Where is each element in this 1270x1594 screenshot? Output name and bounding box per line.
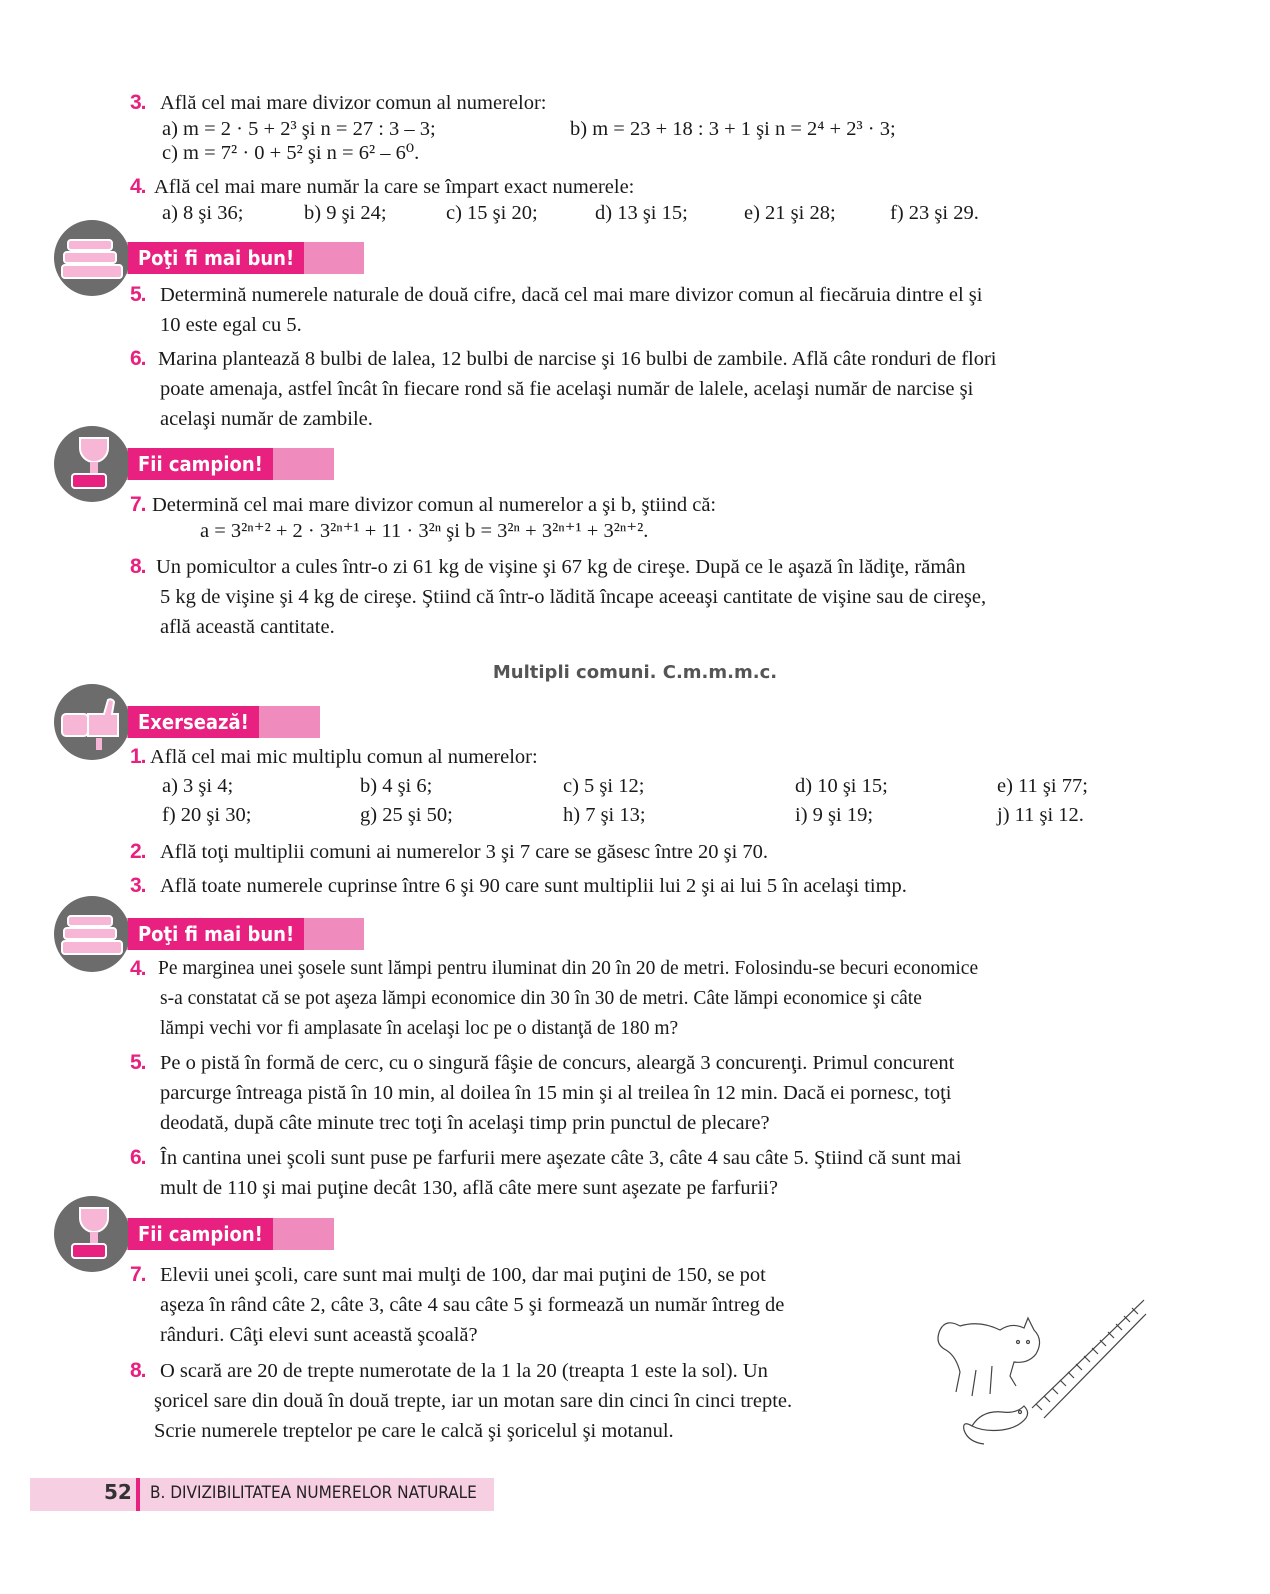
stairs-drawing xyxy=(1032,1300,1146,1418)
exercise-7-b: 7. Elevii unei şcoli, care sunt mai mulţi de 100, dar mai puţini de 150, se pot aşeza în rând câte 2, câte 3, câte 4 sau câte 5 şi formează un număr întreg de rânduri. Câţi elevi sunt această şcoală? xyxy=(130,1263,785,1346)
exercise-1-f: f) 20 şi 30; xyxy=(162,804,252,826)
exercise-7-formula: a = 3²ⁿ⁺² + 2 · 3²ⁿ⁺¹ + 11 · 3²ⁿ şi b = 3²ⁿ + 3²ⁿ⁺¹ + 3²ⁿ⁺². xyxy=(200,520,649,542)
page-number: 52 xyxy=(104,1480,132,1504)
exercise-1: 1. Află cel mai mic multiplu comun al numerelor: xyxy=(130,745,538,768)
exercise-1-h: h) 7 şi 13; xyxy=(563,804,646,826)
exercise-1-c: c) 5 şi 12; xyxy=(563,775,645,797)
thumbs-up-icon xyxy=(54,684,130,760)
exercise-4-f: f) 23 şi 29. xyxy=(890,202,979,224)
exercise-5-b: 5. Pe o pistă în formă de cerc, cu o singură fâşie de concurs, aleargă 3 concurenţi. Primul concurent parcurge întreaga pistă în 10 min, al doilea în 15 min şi al treilea în 12 min. Dacă ei pornesc, toţi deodată, după câte minute trec toţi în acelaşi timp prin punctul de plecare? xyxy=(130,1051,955,1134)
exercise-1-d: d) 10 şi 15; xyxy=(795,775,888,797)
mouse-drawing xyxy=(964,1406,1028,1444)
badge-label: Poţi fi mai bun! xyxy=(128,918,304,950)
badge-label: Fii campion! xyxy=(128,1218,273,1250)
exercise-1-i: i) 9 şi 19; xyxy=(795,804,874,826)
exercise-4-e: e) 21 şi 28; xyxy=(744,202,836,224)
trophy-icon xyxy=(54,426,130,502)
books-icon xyxy=(54,896,130,972)
exercise-3: 3. Află cel mai mare divizor comun al numerelor: xyxy=(130,91,547,114)
exercise-3-b: 3. Află toate numerele cuprinse între 6 şi 90 care sunt multiplii lui 2 şi ai lui 5 în acelaşi timp. xyxy=(130,874,907,897)
exercise-1-g: g) 25 şi 50; xyxy=(360,804,453,826)
badge-label: Fii campion! xyxy=(128,448,273,480)
exercise-2: 2. Află toţi multiplii comuni ai numerelor 3 şi 7 care se găsesc între 20 şi 70. xyxy=(130,840,769,863)
exercise-4-a: a) 8 şi 36; xyxy=(162,202,244,224)
exercise-4-b: b) 9 şi 24; xyxy=(304,202,387,224)
exercise-1-e: e) 11 şi 77; xyxy=(997,775,1088,797)
exercise-7: 7. Determină cel mai mare divizor comun al numerelor a şi b, ştiind că: xyxy=(130,493,717,516)
exercise-3-c: c) m = 7² · 0 + 5² şi n = 6² – 6⁰. xyxy=(162,142,420,164)
exercise-1-b: b) 4 şi 6; xyxy=(360,775,433,797)
exercise-8: 8. Un pomicultor a cules într-o zi 61 kg de vişine şi 67 kg de cireşe. După ce le aşază în lădiţe, rămân 5 kg de vişine şi 4 kg de cireşe. Ştiind că într-o lădită încape aceeaşi cantitate de vişine sau de cireşe, află această cantitate. xyxy=(130,555,987,638)
exercise-4-c: c) 15 şi 20; xyxy=(446,202,538,224)
exercise-1-j: j) 11 şi 12. xyxy=(997,804,1084,826)
trophy-icon xyxy=(54,1196,130,1272)
books-icon xyxy=(54,220,130,296)
badge-label: Exersează! xyxy=(128,706,259,738)
section-title: Multipli comuni. C.m.m.m.c. xyxy=(492,662,778,683)
exercise-1-a: a) 3 şi 4; xyxy=(162,775,234,797)
chapter-title: B. DIVIZIBILITATEA NUMERELOR NATURALE xyxy=(150,1483,477,1503)
exercise-4-d: d) 13 şi 15; xyxy=(595,202,688,224)
exercise-5: 5. Determină numerele naturale de două cifre, dacă cel mai mare divizor comun al fiecăruia dintre el şi 10 este egal cu 5. xyxy=(130,283,983,336)
exercise-3-a: a) m = 2 · 5 + 2³ şi n = 27 : 3 – 3; xyxy=(162,118,436,140)
exercise-8-b: 8. O scară are 20 de trepte numerotate de la 1 la 20 (treapta 1 este la sol). Un şoricel sare din două în două trepte, iar un motan sare din cinci în cinci trepte. Scrie numerele treptelor pe care le calcă şi şoricelul şi motanul. xyxy=(130,1359,793,1442)
exercise-6-b: 6. În cantina unei şcoli sunt puse pe farfurii mere aşezate câte 3, câte 4 sau câte 5. Ştiind că sunt mai mult de 110 şi mai puţine decât 130, află câte mere sunt aşezate pe farfurii? xyxy=(130,1146,962,1199)
exercise-6: 6. Marina plantează 8 bulbi de lalea, 12 bulbi de narcise şi 16 bulbi de zambile. Află câte ronduri de flori poate amenaja, astfel încât în fiecare rond să fie acelaşi număr de lalele, acelaşi număr de narcise şi acelaşi număr de zambile. xyxy=(130,347,997,430)
cat-drawing xyxy=(938,1318,1040,1396)
exercise-3-b: b) m = 23 + 18 : 3 + 1 şi n = 2⁴ + 2³ · 3; xyxy=(570,118,896,140)
footer-separator xyxy=(136,1478,140,1511)
badge-label: Poţi fi mai bun! xyxy=(128,242,304,274)
exercise-4: 4. Află cel mai mare număr la care se împart exact numerele: xyxy=(130,175,635,198)
exercise-4-b: 4. Pe marginea unei şosele sunt lămpi pentru iluminat din 20 în 20 de metri. Folosindu-se becuri economice s-a constatat că se pot aşeza lămpi economice din 30 în 30 de metri. Câte lămpi economice şi câte lămpi vechi vor fi amplasate în acelaşi loc pe o distanţă de 180 m? xyxy=(130,957,979,1039)
cat-mouse-stairs-illustration xyxy=(932,1296,1148,1448)
